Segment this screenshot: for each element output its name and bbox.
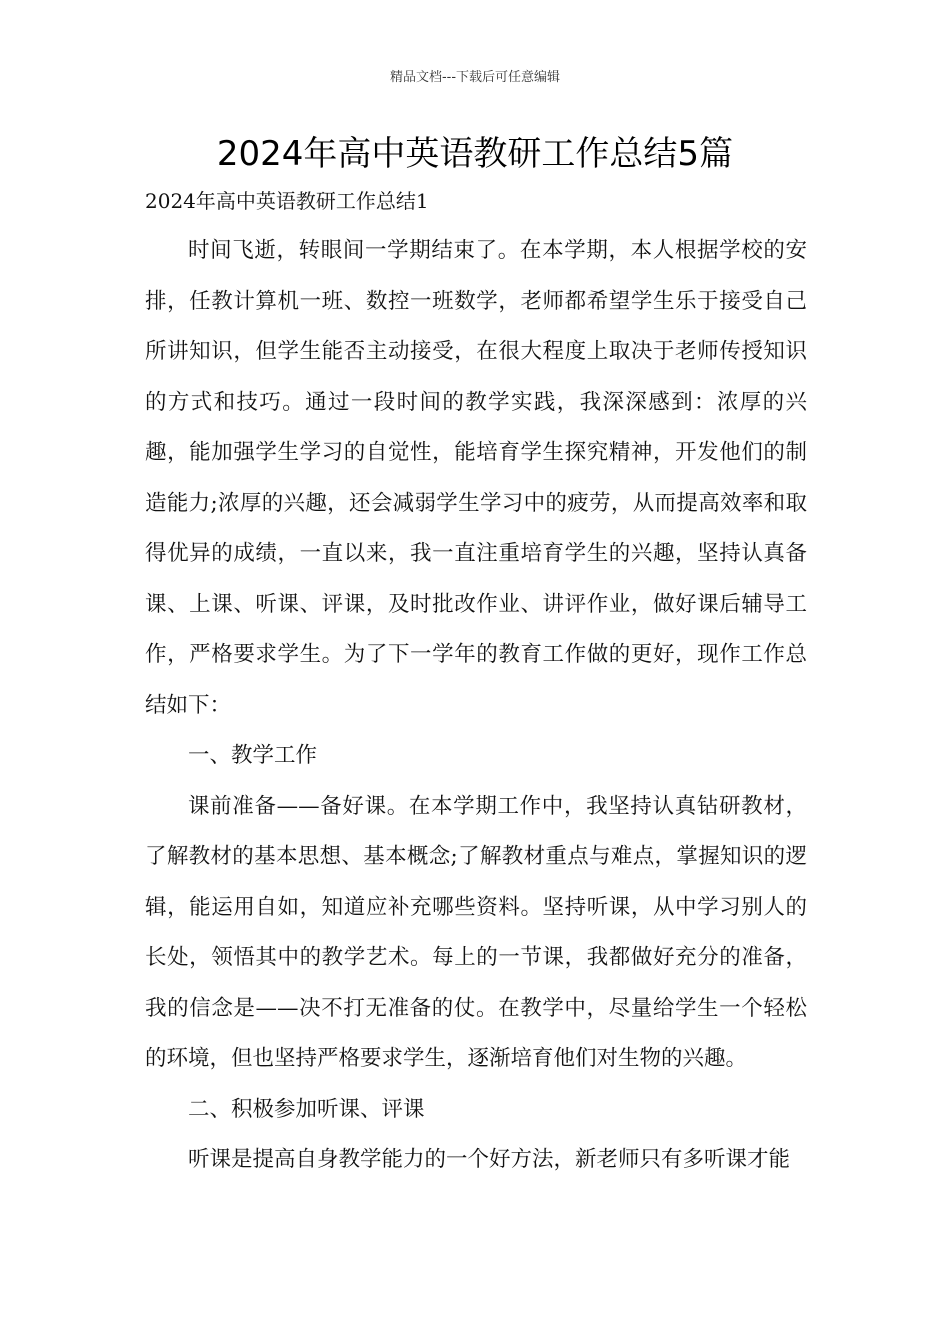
body-paragraph: 时间飞逝，转眼间一学期结束了。在本学期，本人根据学校的安排，任教计算机一班、数控一班数学，老师都希望学生乐于接受自己所讲知识，但学生能否主动接受，在很大程度上取决于老师传授知识的方式和技巧。通过一段时间的教学实践，我深深感到：浓厚的兴趣，能加强学生学习的自觉性，能培育学生探究精神，开发他们的制造能力;浓厚的兴趣，还会减弱学生学习中的疲劳，从而提高效率和取得优异的成绩，一直以来，我一直注重培育学生的兴趣，坚持认真备课、上课、听课、评课，及时批改作业、讲评作业，做好课后辅导工作，严格要求学生。为了下一学年的教育工作做的更好，现作工作总结如下：	[145, 238, 807, 718]
body-paragraph: 课前准备——备好课。在本学期工作中，我坚持认真钻研教材，了解教材的基本思想、基本概念;了解教材重点与难点，掌握知识的逻辑，能运用自如，知道应补充哪些资料。坚持听课，从中学习别人的长处，领悟其中的教学艺术。每上的一节课，我都做好充分的准备，我的信念是——决不打无准备的仗。在教学中，尽量给学生一个轻松的环境，但也坚持严格要求学生，逐渐培育他们对生物的兴趣。	[145, 793, 807, 1071]
section-heading-teaching: 一、教学工作	[188, 743, 318, 768]
document-body	[145, 226, 807, 1186]
document-title: 2024年高中英语教研工作总结5篇	[216, 134, 734, 174]
body-paragraph: 听课是提高自身教学能力的一个好方法，新老师只有多听课才能	[188, 1147, 791, 1172]
page-header: 精品文档---下载后可任意编辑	[389, 70, 561, 85]
section-heading: 2024年高中英语教研工作总结1	[145, 189, 429, 213]
section-heading-lectures: 二、积极参加听课、评课	[188, 1096, 425, 1122]
